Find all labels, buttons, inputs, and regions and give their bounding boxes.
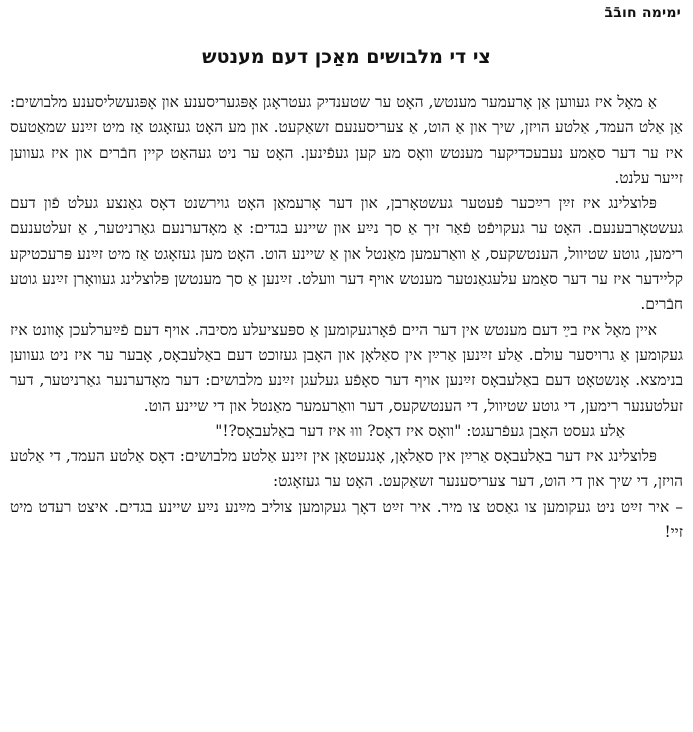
author-name: ימימה חובֿבֿ bbox=[604, 5, 681, 21]
dialogue-line: – איר זײַט ניט געקומען צו גאַסט צו מיר. איר זײַט דאָך געקומען צוליב מײַנע נײַע שיינע בגדים. איצט רעדט מיט זיי! bbox=[10, 497, 683, 542]
paragraph: איין מאָל איז בײַ דעם מענטש אין דער היים פֿאָרגעקומען אַ ספּעציעלע מסיבה. אויף דעם פֿײַערלעכן אָוונט איז געקומען אַ גרויסער עולם. אַלע זײַנען אַרײַן אין סאַלאָן און האָבן געזוכט דעם באַלעבאָס, אָבער ער איז ניט געווען בנימצא. אָנשטאָט דעם באַלעבאָס זײַנען אויף דער סאָפֿע געלעגן זײַנע מלבושים: דער מאָדערנער גאַרניטער, דער זעלטענער רימען, די גוטע שטיוול, די הענטשקעס, דער וואַרעמער מאַנטל און די שיינע הוט. bbox=[10, 320, 683, 415]
paragraph: פּלוצלינג איז דער באַלעבאָס אַרײַן אין סאַלאָן, אָנגעטאָן אין זײַנע אַלטע מלבושים: דאָס אַלטע העמד, די אַלטע הויזן, די שיך און די הוט, דער צעריסענער זשאַקעט. האָט ער געזאָגט: bbox=[10, 447, 683, 491]
dialogue-line: אַלע געסט האָבן געפֿרעגט: "וואָס איז דאָס? וווּ איז דער באַלעבאָס?!" bbox=[215, 421, 625, 440]
story-body bbox=[10, 90, 683, 545]
story-title: צי די מלבושים מאַכן דעם מענטש bbox=[202, 46, 491, 68]
paragraph: פּלוצלינג איז זײַן רײַכער פֿעטער געשטאָרבן, און דער אָרעמאַן האָט גוירשנט דאָס גאַנצע געלט פֿון דעם געשטאָרבענעם. האָט ער געקויפֿט פֿאַר זיך אַ סך נײַע און שיינע בגדים: אַ מאָדערנעם גאַרניטער, אַ זעלטענעם רימען, גוטע שטיוול, הענטשקעס, אַ וואַרעמען מאַנטל און אַ שיינע הוט. האָט מען געזאָגט אַז מיט זײַנע פּרעכטיקע קליידער איז ער דער סאַמע עלעגאַנטער מענטש אויף דער וועלט. זײַנען אַ סך מענטשן פּלוצלינג געוואָרן זײַנע גוטע חבֿרים. bbox=[10, 194, 683, 314]
paragraph: אַ מאָל איז געווען אַן אָרעמער מענטש, האָט ער שטענדיק געטראָגן אָפּגעריסענע און אָפּגעשליסענע מלבושים: אַן אַלט העמד, אַלטע הויזן, שיך און אַ הוט, אַ צעריסענעם זשאַקעט. און מע האָט געזאָגט אַז מיט זײַנע שמאַטעס איז ער דער סאַמע נעבעכדיקער מענטש וואָס מע קען געפֿינען. האָט ער ניט געהאַט קיין חבֿרים און איז געווען זייער עלנט. bbox=[10, 93, 683, 187]
